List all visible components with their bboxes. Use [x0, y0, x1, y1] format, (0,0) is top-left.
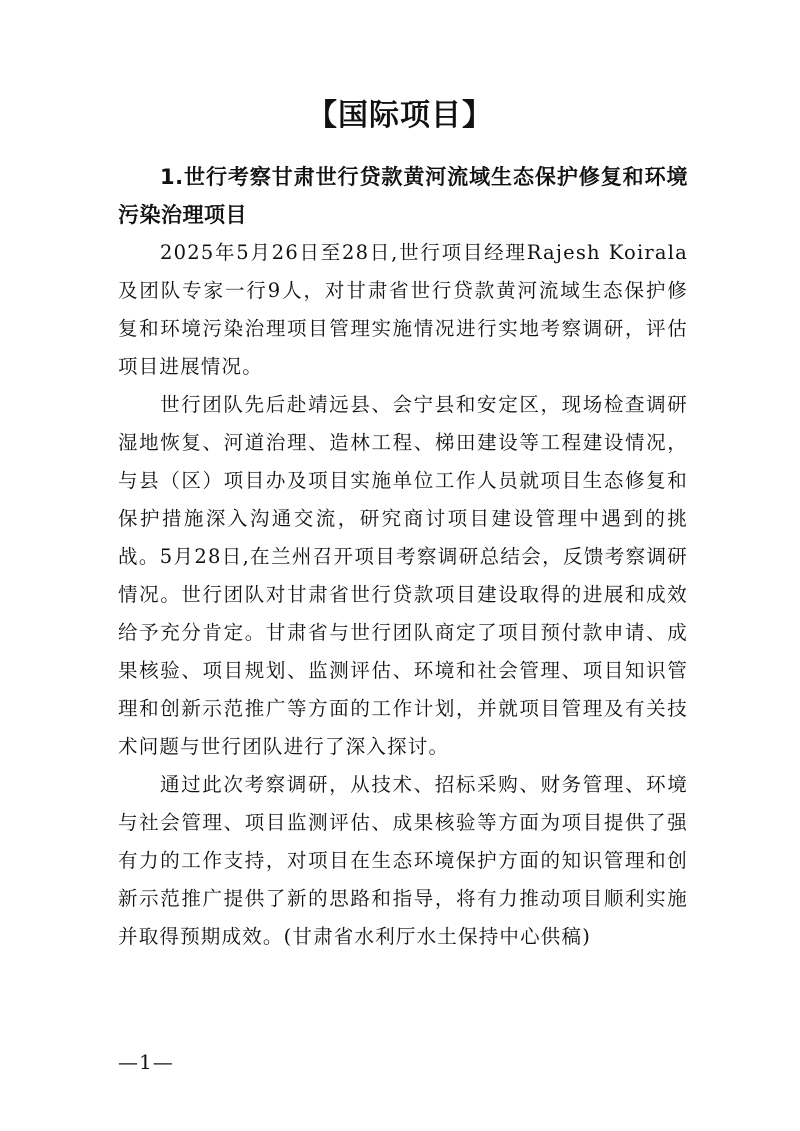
article-body — [118, 158, 688, 956]
paragraph-1: 2025年5月26日至28日,世行项目经理Rajesh Koirala及团队专家一行9人，对甘肃省世行贷款黄河流域生态保护修复和环境污染治理项目管理实施情况进行实地考察调研，评估项目进展情况。 — [118, 241, 688, 378]
paragraph-2: 世行团队先后赴靖远县、会宁县和安定区，现场检查调研湿地恢复、河道治理、造林工程、梯田建设等工程建设情况，与县（区）项目办及项目实施单位工作人员就项目生态修复和保护措施深入沟通交流，研究商讨项目建设管理中遇到的挑战。5月28日,在兰州召开项目考察调研总结会，反馈考察调研情况。世行团队对甘肃省世行贷款项目建设取得的进展和成效给予充分肯定。甘肃省与世行团队商定了项目预付款申请、成果核验、项目规划、监测评估、环境和社会管理、项目知识管理和创新示范推广等方面的工作计划，并就项目管理及有关技术问题与世行团队进行了深入探讨。 — [118, 393, 688, 758]
page-number: —1— — [118, 1050, 174, 1074]
paragraph-3: 通过此次考察调研，从技术、招标采购、财务管理、环境与社会管理、项目监测评估、成果核验等方面为项目提供了强有力的工作支持，对项目在生态环境保护方面的知识管理和创新示范推广提供了新的思路和指导，将有力推动项目顺利实施并取得预期成效。(甘肃省水利厅水土保持中心供稿) — [118, 773, 688, 948]
section-title: 【国际项目】 — [307, 98, 493, 133]
article-heading: 1.世行考察甘肃世行贷款黄河流域生态保护修复和环境污染治理项目 — [118, 165, 688, 227]
